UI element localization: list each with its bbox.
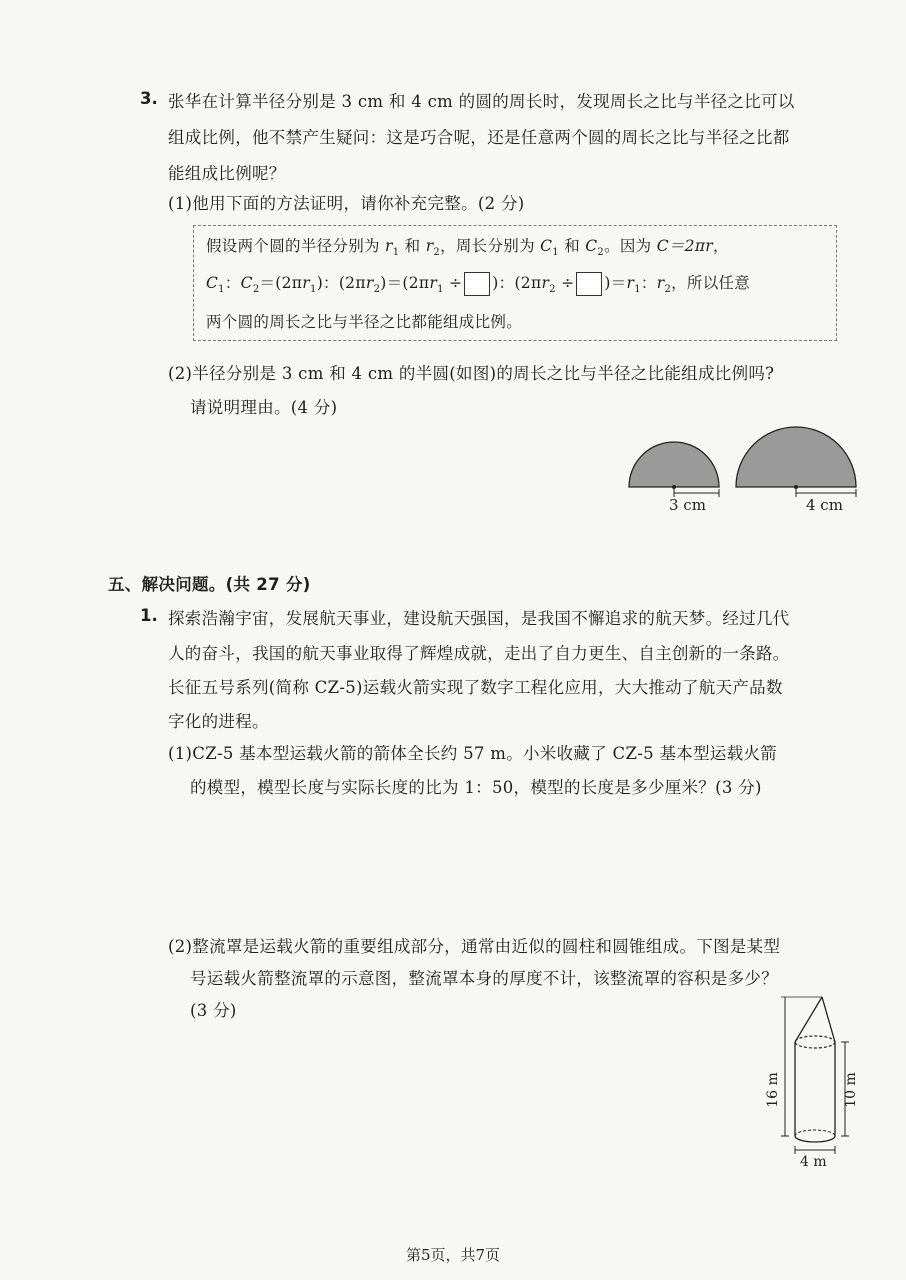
answer-blank-1[interactable] <box>464 272 490 296</box>
proof-line-1: 假设两个圆的半径分别为 $r_1$ 和 $r_2$，周长分别为 $C_1$ 和 $C_2$。因为 C＝2πr， <box>206 237 729 259</box>
question-1-part-1-line-2: 的模型，模型长度与实际长度的比为 1：50，模型的长度是多少厘米？(3 分) <box>190 778 762 797</box>
proof-line-3: 两个圆的周长之比与半径之比都能组成比例。 <box>206 313 523 331</box>
cylinder-bottom-front <box>795 1136 835 1142</box>
answer-blank-2[interactable] <box>576 272 602 296</box>
total-height-label: 16 m <box>765 1072 781 1108</box>
question-3-part-2-line-1: (2)半径分别是 3 cm 和 4 cm 的半圆(如图)的周长之比与半径之比能组成比例吗? <box>168 364 775 383</box>
question-1-stem-line-4: 字化的进程。 <box>168 712 269 731</box>
question-3-stem-line-1: 张华在计算半径分别是 3 cm 和 4 cm 的圆的周长时，发现周长之比与半径之比可以 <box>168 92 795 111</box>
large-radius-label: 4 cm <box>806 496 843 514</box>
small-radius-label: 3 cm <box>669 496 706 514</box>
large-semicircle <box>736 427 856 487</box>
question-1-stem-line-2: 人的奋斗，我国的航天事业取得了辉煌成就，走出了自力更生、自主创新的一条路。 <box>168 644 790 663</box>
question-3-stem-line-3: 能组成比例呢？ <box>168 164 286 183</box>
question-3-part-2-line-2: 请说明理由。(4 分) <box>190 398 338 417</box>
question-1-number: 1. <box>140 606 158 625</box>
question-1-stem-line-1: 探索浩瀚宇宙，发展航天事业，建设航天强国，是我国不懈追求的航天梦。经过几代 <box>168 609 790 628</box>
cone-right-edge <box>822 997 835 1042</box>
proof-box <box>193 225 837 341</box>
cylinder-bottom-back <box>795 1130 835 1136</box>
large-center-dot <box>794 485 798 489</box>
semicircles-figure <box>620 418 860 518</box>
small-semicircle <box>629 442 719 487</box>
page-footer: 第5页，共7页 <box>405 1246 501 1264</box>
cylinder-top-ellipse <box>795 1036 835 1048</box>
fairing-figure <box>765 978 863 1170</box>
question-3-part-1: (1)他用下面的方法证明，请你补充完整。(2 分) <box>168 194 525 213</box>
question-3-stem-line-2: 组成比例，他不禁产生疑问：这是巧合呢，还是任意两个圆的周长之比与半径之比都 <box>168 128 790 147</box>
cone-left-edge <box>795 997 822 1042</box>
cylinder-height-label: 10 m <box>843 1072 859 1108</box>
small-center-dot <box>672 485 676 489</box>
question-1-part-2-line-2: 号运载火箭整流罩的示意图，整流罩本身的厚度不计，该整流罩的容积是多少？ <box>190 969 778 988</box>
question-3-number: 3. <box>140 89 158 108</box>
question-1-part-2-line-1: (2)整流罩是运载火箭的重要组成部分，通常由近似的圆柱和圆锥组成。下图是某型 <box>168 937 781 956</box>
question-1-part-2-line-3: (3 分) <box>190 1001 237 1020</box>
section-5-title: 五、解决问题。(共 27 分) <box>108 575 311 594</box>
proof-line-2: $C_1$：$C_2=(2\pi r_1)$：$(2\pi r_2)=(2\pi r_1$ ÷ )：$(2\pi r_2 \div )=r_1$：$r_2$，所以任意 <box>206 274 751 296</box>
diameter-label: 4 m <box>800 1154 827 1170</box>
question-1-part-1-line-1: (1)CZ-5 基本型运载火箭的箭体全长约 57 m。小米收藏了 CZ-5 基本型运载火箭 <box>168 744 778 763</box>
question-1-stem-line-3: 长征五号系列(简称 CZ-5)运载火箭实现了数字工程化应用，大大推动了航天产品数 <box>168 678 783 697</box>
